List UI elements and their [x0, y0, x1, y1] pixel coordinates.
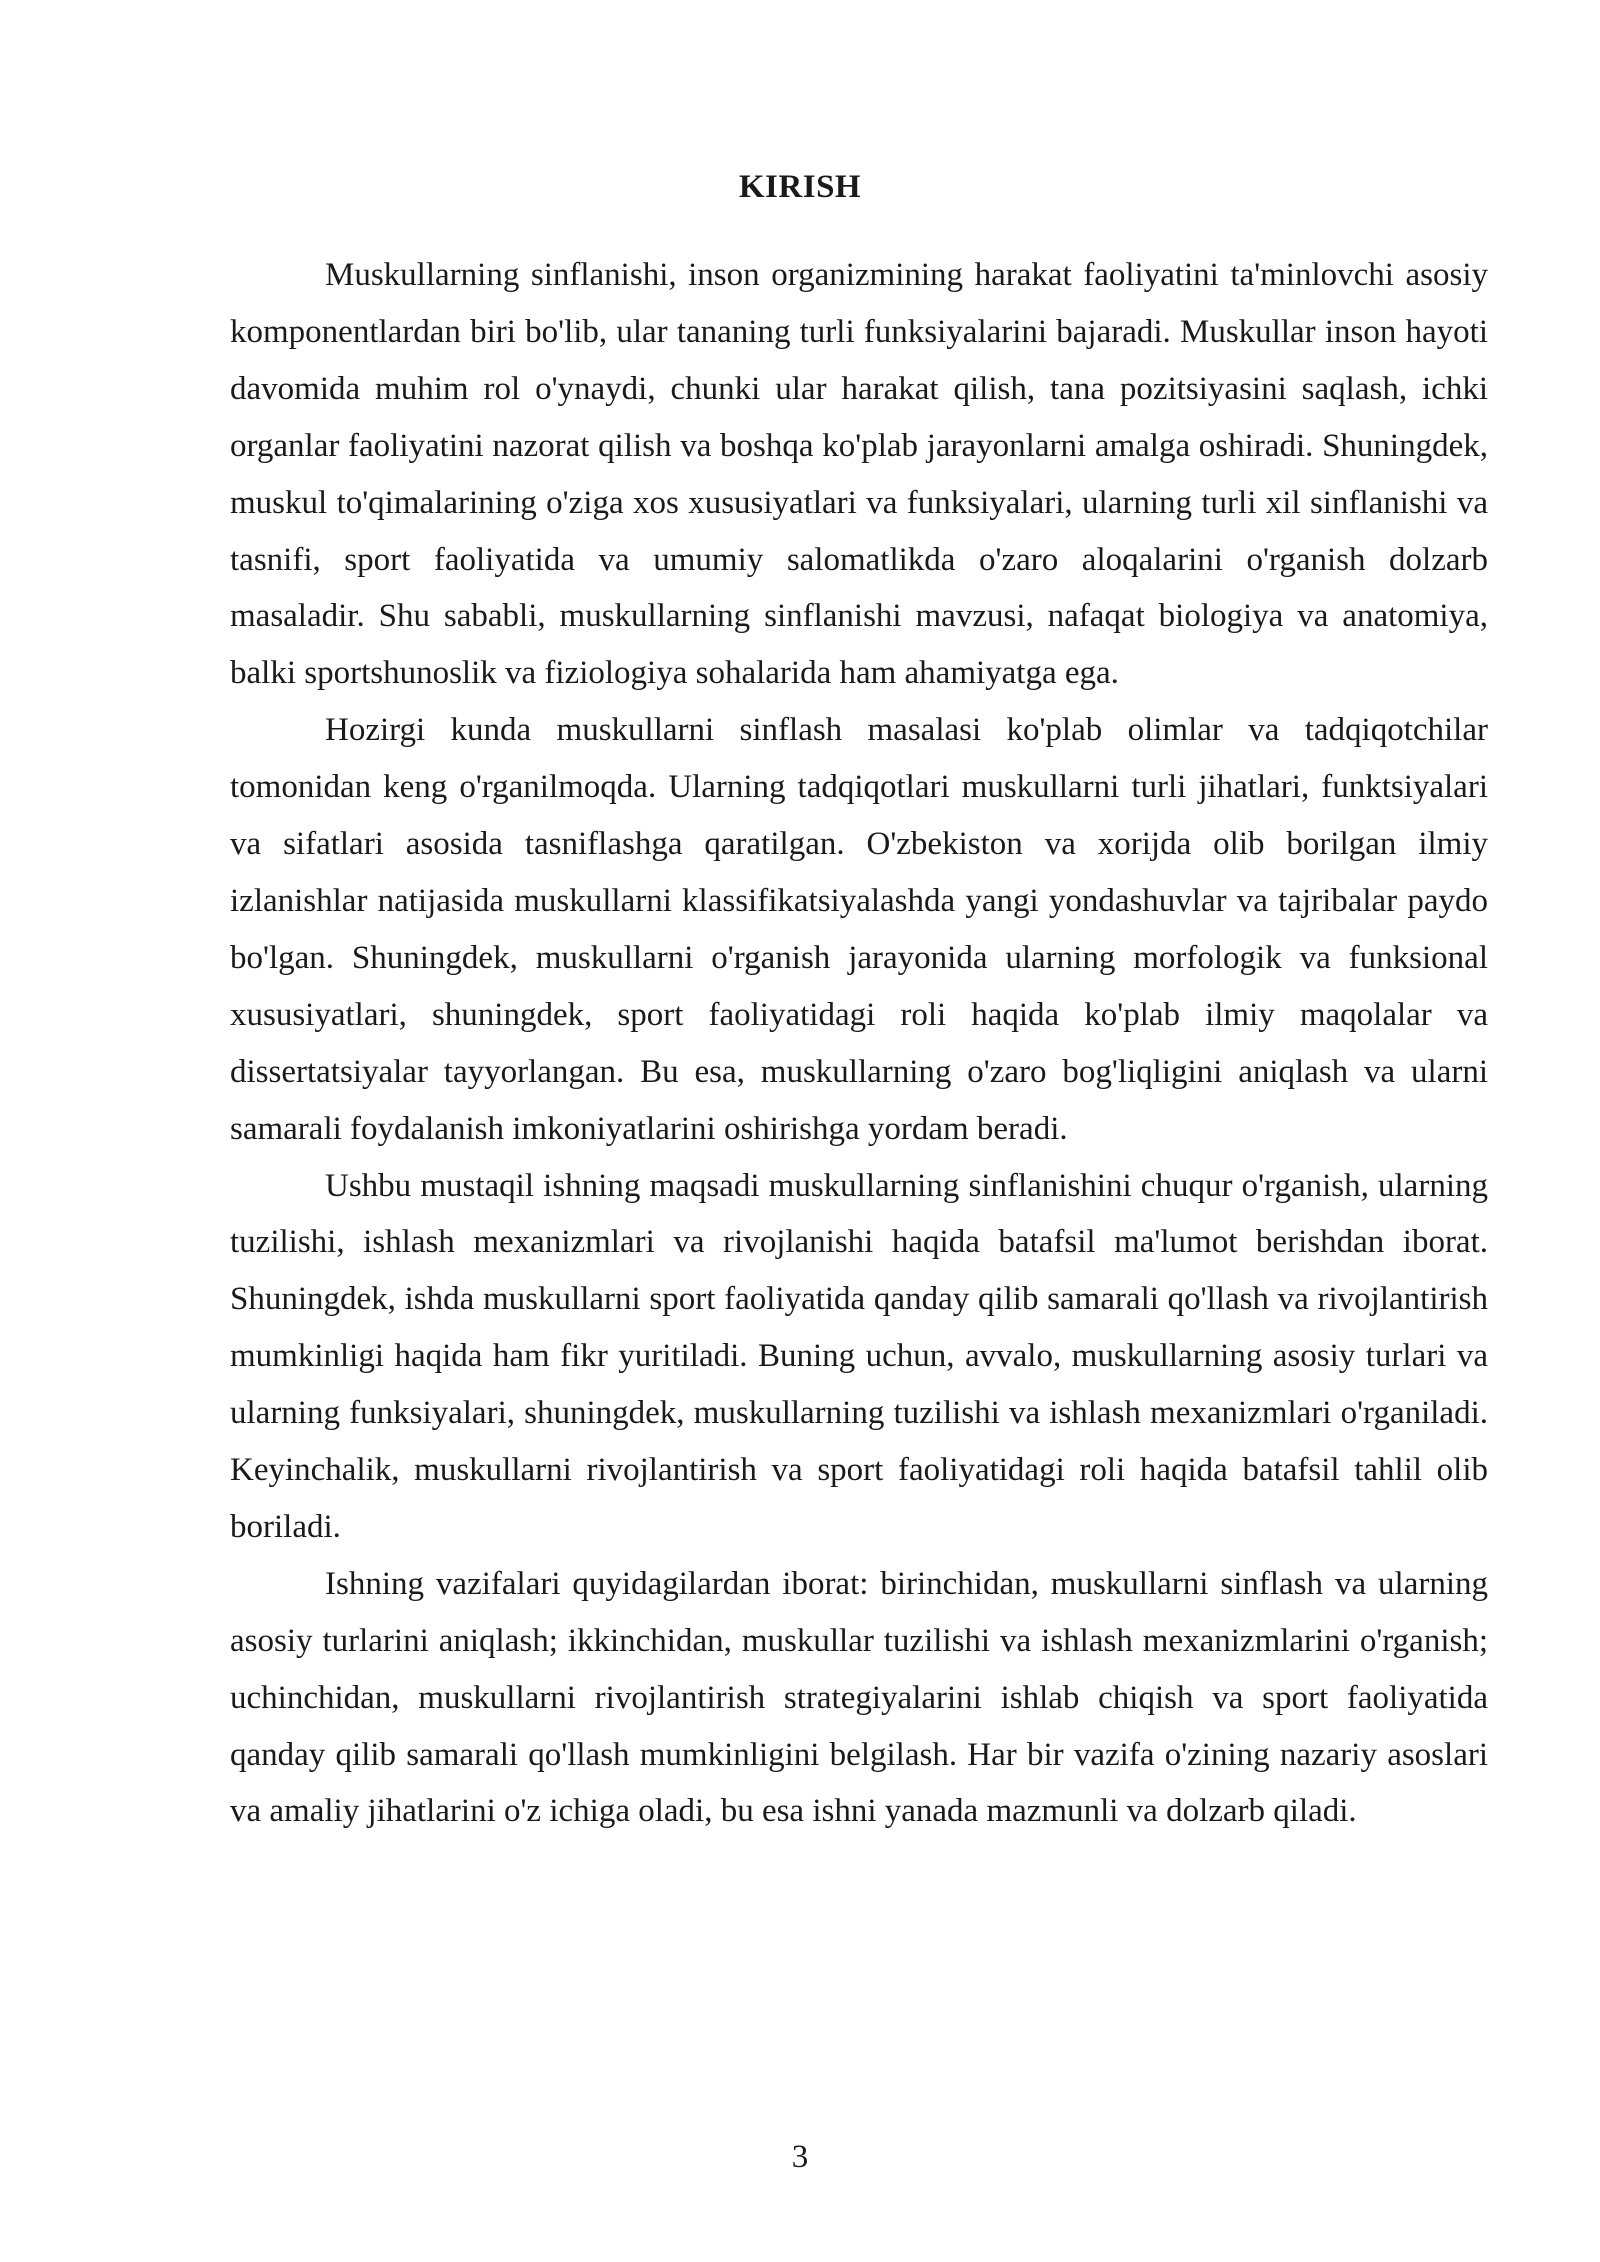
body-text: [230, 247, 1488, 1840]
page-title: KIRISH: [738, 169, 862, 205]
page-number: 3: [791, 2139, 809, 2175]
paragraph-goal: Ushbu mustaqil ishning maqsadi muskullarning sinflanishini chuqur o'rganish, ularning tuzilishi, ishlash mexanizmlari va rivojlanishi haqida batafsil ma'lumot berishdan iborat. Shuningdek, ishda muskullarni sport faoliyatida qanday qilib samarali qo'llash va rivojlantirish mumkinligi haqida ham fikr yuritiladi. Buning uchun, avvalo, muskullarning asosiy turlari va ularning funksiyalari, shuningdek, muskullarning tuzilishi va ishlash mexanizmlari o'rganiladi. Keyinchalik, muskullarni rivojlantirish va sport faoliyatidagi roli haqida batafsil tahlil olib boriladi.: [230, 1167, 1488, 1545]
paragraph-tasks: Ishning vazifalari quyidagilardan iborat: birinchidan, muskullarni sinflash va ularning asosiy turlarini aniqlash; ikkinchidan, muskullar tuzilishi va ishlash mexanizmlarini o'rganish; uchinchidan, muskullarni rivojlantirish strategiyalarini ishlab chiqish va sport faoliyatida qanday qilib samarali qo'llash mumkinligini belgilash. Har bir vazifa o'zining nazariy asoslari va amaliy jihatlarini o'z ichiga oladi, bu esa ishni yanada mazmunli va dolzarb qiladi.: [230, 1565, 1488, 1830]
paragraph-research: Hozirgi kunda muskullarni sinflash masalasi ko'plab olimlar va tadqiqotchilar tomonidan keng o'rganilmoqda. Ularning tadqiqotlari muskullarni turli jihatlari, funktsiyalari va sifatlari asosida tasniflashga qaratilgan. O'zbekiston va xorijda olib borilgan ilmiy izlanishlar natijasida muskullarni klassifikatsiyalashda yangi yondashuvlar va tajribalar paydo bo'lgan. Shuningdek, muskullarni o'rganish jarayonida ularning morfologik va funksional xususiyatlari, shuningdek, sport faoliyatidagi roli haqida ko'plab ilmiy maqolalar va dissertatsiyalar tayyorlangan. Bu esa, muskullarning o'zaro bog'liqligini aniqlash va ularni samarali foydalanish imkoniyatlarini oshirishga yordam beradi.: [230, 712, 1488, 1147]
paragraph-intro: Muskullarning sinflanishi, inson organizmining harakat faoliyatini ta'minlovchi asosiy komponentlardan biri bo'lib, ular tananing turli funksiyalarini bajaradi. Muskullar inson hayoti davomida muhim rol o'ynaydi, chunki ular harakat qilish, tana pozitsiyasini saqlash, ichki organlar faoliyatini nazorat qilish va boshqa ko'plab jarayonlarni amalga oshiradi. Shuningdek, muskul to'qimalarining o'ziga xos xususiyatlari va funksiyalari, ularning turli xil sinflanishi va tasnifi, sport faoliyatida va umumiy salomatlikda o'zaro aloqalarini o'rganish dolzarb masaladir. Shu sababli, muskullarning sinflanishi mavzusi, nafaqat biologiya va anatomiya, balki sportshunoslik va fiziologiya sohalarida ham ahamiyatga ega.: [230, 257, 1488, 692]
